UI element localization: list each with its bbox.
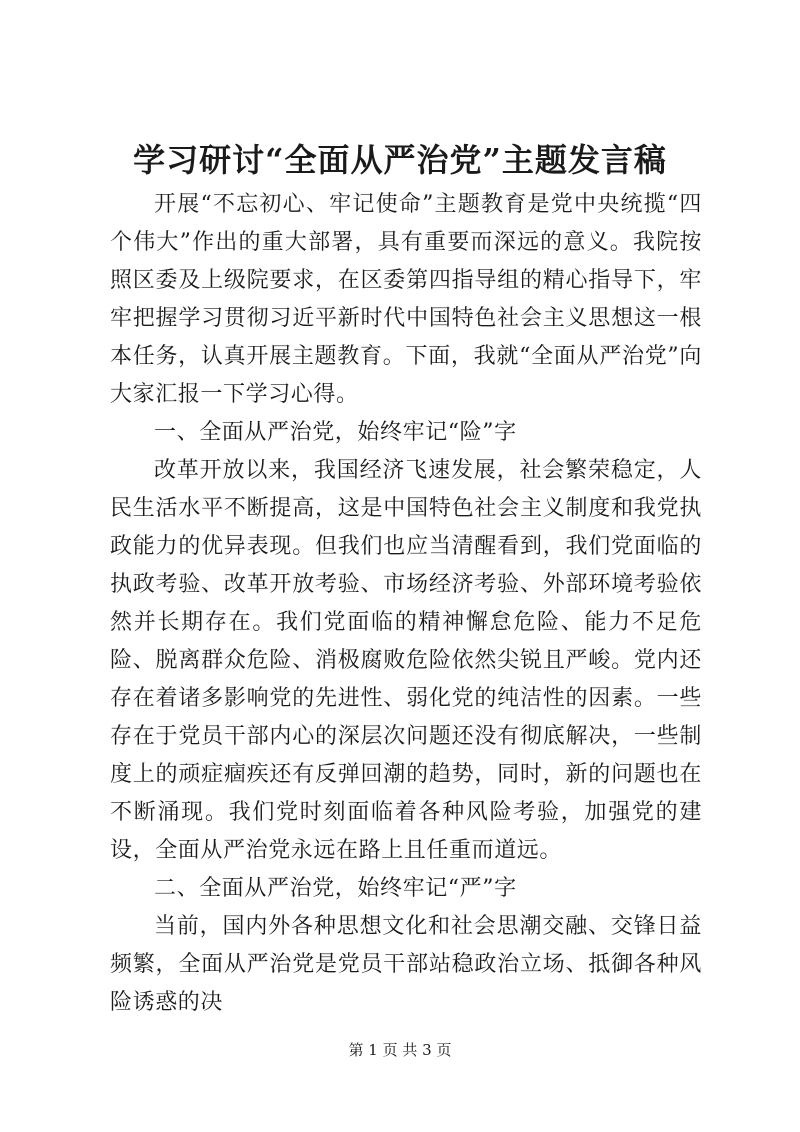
- section-heading-2: 二、全面从严治党，始终牢记“严”字: [154, 876, 517, 901]
- document-title: 学习研讨“全面从严治党”主题发言稿: [133, 141, 667, 179]
- intro-paragraph: 开展“不忘初心、牢记使命”主题教育是党中央统揽“四个伟大”作出的重大部署，具有重要而深远的意义。我院按照区委及上级院要求，在区委第四指导组的精心指导下，牢牢把握学习贯彻习近平新时代中国特色社会主义思想这一根本任务，认真开展主题教育。下面，我就“全面从严治党”向大家汇报一下学习心得。: [110, 192, 702, 407]
- document-body: [110, 186, 702, 1022]
- page-footer: 第 1 页 共 3 页: [348, 1041, 452, 1059]
- section-heading-1: 一、全面从严治党，始终牢记“险”字: [154, 420, 517, 445]
- section-2-paragraph: 当前，国内外各种思想文化和社会思潮交融、交锋日益频繁，全面从严治党是党员干部站稳政治立场、抵御各种风险诱惑的决: [110, 914, 702, 1015]
- section-1-paragraph: 改革开放以来，我国经济飞速发展，社会繁荣稳定，人民生活水平不断提高，这是中国特色社会主义制度和我党执政能力的优异表现。但我们也应当清醒看到，我们党面临的执政考验、改革开放考验、市场经济考验、外部环境考验依然并长期存在。我们党面临的精神懈怠危险、能力不足危险、脱离群众危险、消极腐败危险依然尖锐且严峻。党内还存在着诸多影响党的先进性、弱化党的纯洁性的因素。一些存在于党员干部内心的深层次问题还没有彻底解决，一些制度上的顽症痼疾还有反弹回潮的趋势，同时，新的问题也在不断涌现。我们党时刻面临着各种风险考验，加强党的建设，全面从严治党永远在路上且任重而道远。: [110, 458, 702, 863]
